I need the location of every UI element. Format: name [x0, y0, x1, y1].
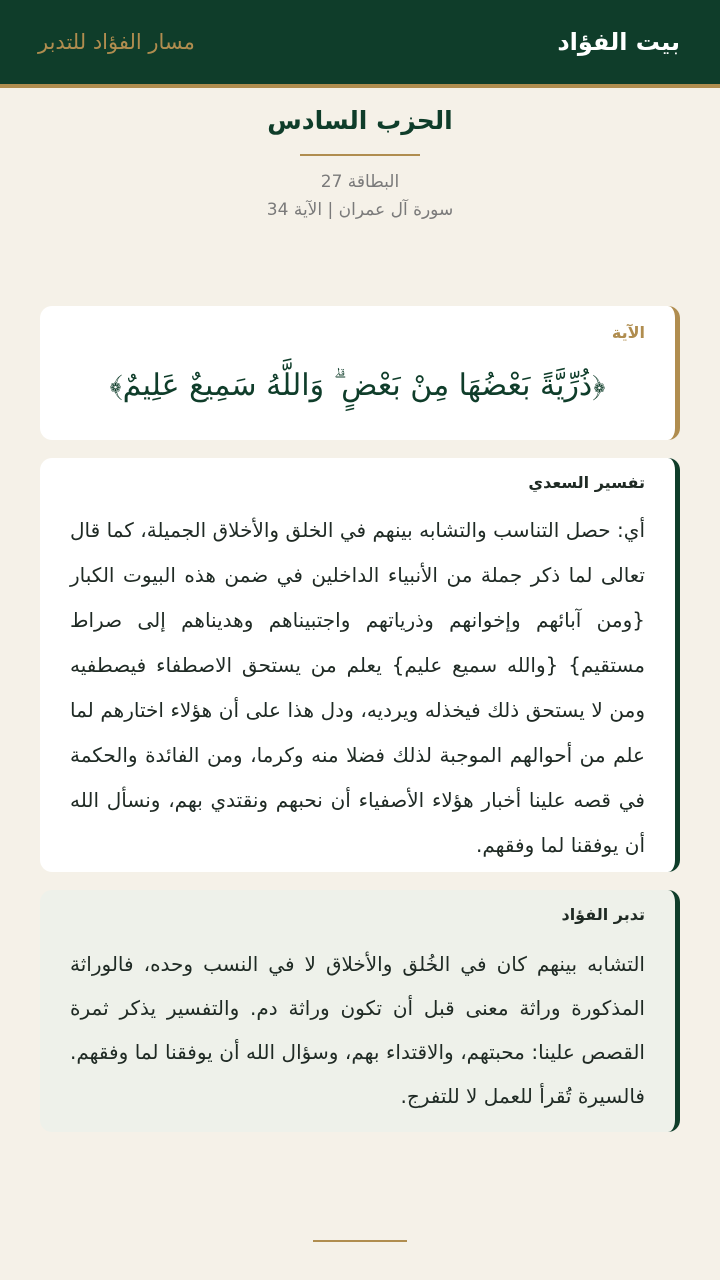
surah-reference: سورة آل عمران | الآية 34	[266, 200, 454, 220]
bottom-divider	[313, 1240, 407, 1242]
tadabbur-card	[40, 890, 680, 1132]
card-number: البطاقة 27	[320, 172, 400, 192]
tafsir-text: أي: حصل التناسب والتشابه بينهم في الخلق والأخلاق الجميلة، كما قال تعالى لما ذكر جملة من الأنبياء الداخلين في ضمن هذه البيوت الكبار {ومن آبائهم وإخوانهم وذرياتهم واجتبيناهم وهديناهم إلى صراط مستقيم} {والله سميع عليم} يعلم من يستحق الاصطفاء فيصطفيه ومن لا يستحق ذلك فيخذله ويرديه، ودل هذا على أن هؤلاء اختارهم لما علم من أحوالهم الموجبة لذلك فضلا منه وكرما، ومن الفائدة والحكمة في قصه علينا أخبار هؤلاء الأصفياء أن نحبهم ونقتدي بهم، ونسأل الله أن يوفقنا لما وفقهم.	[70, 518, 645, 857]
tafsir-label: تفسير السعدي	[528, 473, 645, 492]
tafsir-card	[40, 458, 680, 872]
ayah-card	[40, 306, 680, 440]
hizb-title: الحزب السادس	[267, 106, 453, 135]
ayah-label: الآية	[611, 323, 645, 342]
tadabbur-label: تدبر الفؤاد	[561, 905, 645, 924]
app-title[interactable]: بيت الفؤاد	[557, 28, 680, 56]
tadabbur-text: التشابه بينهم كان في الخُلق والأخلاق لا في النسب وحده، فالوراثة المذكورة وراثة معنى قبل أن تكون وراثة دم. والتفسير يذكر ثمرة القصص علينا: محبتهم، والاقتداء بهم، وسؤال الله أن يوفقنا لما وفقهم. فالسيرة تُقرأ للعمل لا للتفرج.	[70, 952, 645, 1108]
app-subtitle[interactable]: مسار الفؤاد للتدبر	[38, 30, 195, 54]
app-header	[0, 0, 720, 88]
title-divider	[300, 154, 420, 156]
ayah-text: ﴿ذُرِّيَّةً بَعْضُهَا مِنْ بَعْضٍ ۗ وَاللَّهُ سَمِيعٌ عَلِيمٌ﴾	[109, 368, 606, 403]
